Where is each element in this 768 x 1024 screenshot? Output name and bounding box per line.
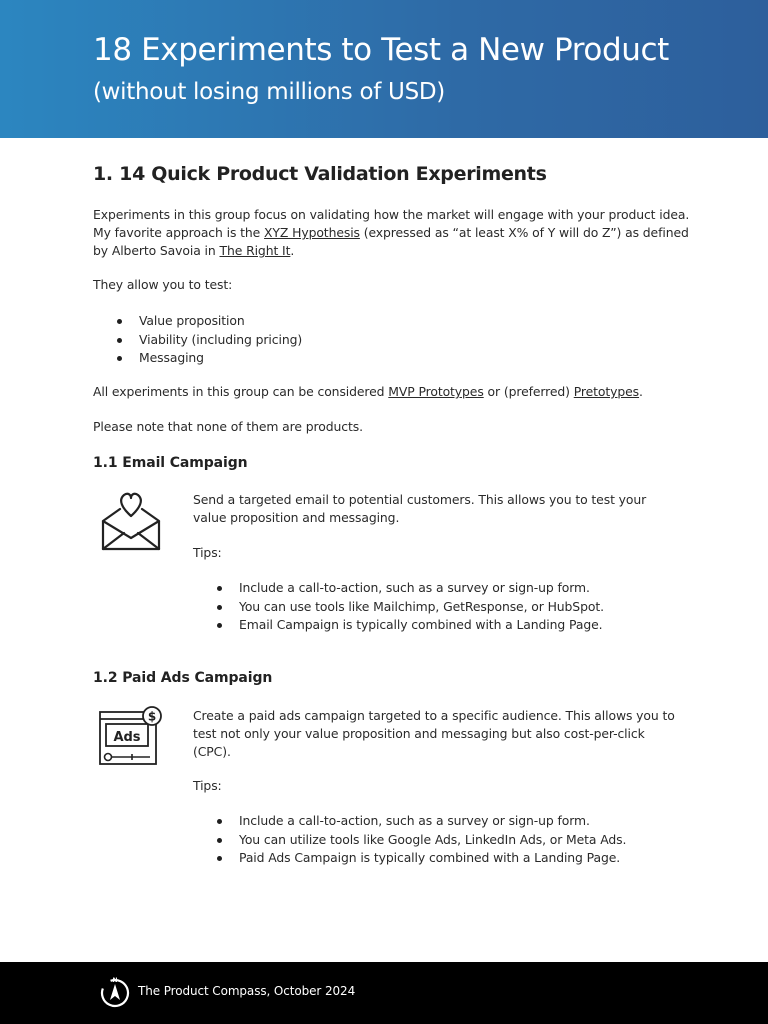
list-item: Include a call-to-action, such as a survey or sign-up form. <box>193 812 626 831</box>
email-campaign-heading: 1.1 Email Campaign <box>93 455 248 471</box>
xyz-hypothesis-link[interactable]: XYZ Hypothesis <box>264 225 360 241</box>
section-heading: 1. 14 Quick Product Validation Experiments <box>93 163 547 185</box>
svg-text:N: N <box>112 977 118 984</box>
list-item: Viability (including pricing) <box>93 331 302 350</box>
pretotypes-link[interactable]: Pretotypes <box>573 384 640 399</box>
mvp-prototypes-link[interactable]: MVP Prototypes <box>388 384 484 399</box>
list-item: Include a call-to-action, such as a survey or sign-up form. <box>193 579 604 598</box>
mvp-text-2: or (preferred) <box>483 384 574 399</box>
page-footer <box>0 962 768 1024</box>
compass-logo-icon <box>99 976 131 1008</box>
ads-tips-list <box>193 812 626 868</box>
paid-ads-heading: 1.2 Paid Ads Campaign <box>93 670 273 686</box>
intro-text-1: Experiments in this group focus on validating how the market will engage with your product idea. My favorite approach is the <box>93 207 690 241</box>
footer-text: The Product Compass, October 2024 <box>138 984 356 998</box>
email-tips-label: Tips: <box>193 545 222 560</box>
ads-icon <box>98 705 164 769</box>
page-subtitle: (without losing millions of USD) <box>93 79 445 105</box>
allow-text: They allow you to test: <box>93 277 233 292</box>
list-item: You can utilize tools like Google Ads, LinkedIn Ads, or Meta Ads. <box>193 831 626 850</box>
paid-ads-description: Create a paid ads campaign targeted to a specific audience. This allows you to test not only your value proposition and messaging but also cost-per-click (CPC). <box>193 708 675 760</box>
mvp-paragraph <box>93 383 693 401</box>
email-tips-list <box>193 579 604 635</box>
list-item: Messaging <box>93 349 302 368</box>
list-item: Paid Ads Campaign is typically combined with a Landing Page. <box>193 849 626 868</box>
mvp-text-3: . <box>639 384 643 399</box>
intro-text-2: (expressed as “at least X% of Y will do Z”) as defined by Alberto Savoia in <box>93 225 689 259</box>
the-right-it-link[interactable]: The Right It <box>219 243 291 259</box>
intro-paragraph <box>93 206 693 261</box>
svg-text:$: $ <box>147 709 157 724</box>
list-item: You can use tools like Mailchimp, GetResponse, or HubSpot. <box>193 598 604 617</box>
page-title: 18 Experiments to Test a New Product <box>93 32 669 68</box>
envelope-heart-icon <box>98 488 164 554</box>
note-text: Please note that none of them are products. <box>93 419 363 434</box>
allow-list <box>93 312 302 368</box>
intro-text-3: . <box>290 243 295 259</box>
ads-icon-label: Ads <box>113 730 141 745</box>
list-item: Email Campaign is typically combined with a Landing Page. <box>193 616 604 635</box>
list-item: Value proposition <box>93 312 302 331</box>
mvp-text-1: All experiments in this group can be considered <box>93 384 389 399</box>
email-campaign-description: Send a targeted email to potential customers. This allows you to test your value proposition and messaging. <box>193 492 647 526</box>
ads-tips-label: Tips: <box>193 778 222 793</box>
page-header <box>0 0 768 138</box>
